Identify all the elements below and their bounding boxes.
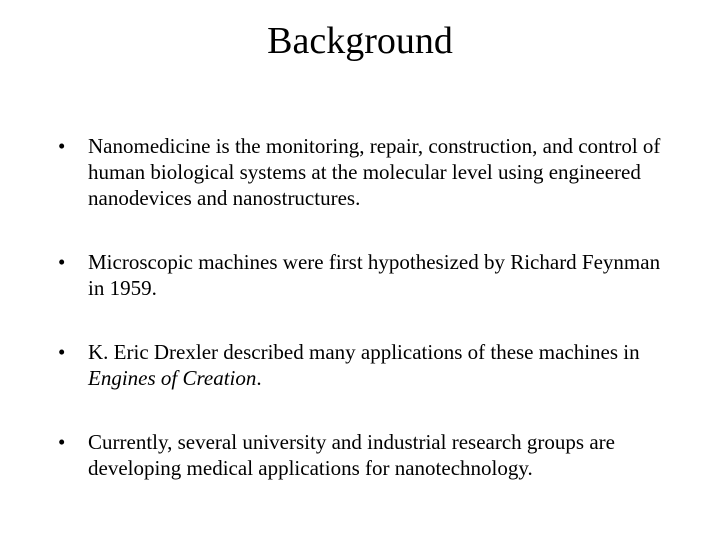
bullet-text-after: . xyxy=(256,366,262,390)
bullet-text: Nanomedicine is the monitoring, repair, construction, and control of human biological systems at the molecular level using engineered nanodevices and nanostructures. xyxy=(88,134,661,210)
bullet-item-drexler xyxy=(58,339,678,391)
bullet-text xyxy=(88,340,640,390)
bullet-item-research-groups xyxy=(58,429,678,481)
bullet-icon: • xyxy=(58,340,66,364)
bullet-text: Currently, several university and industrial research groups are developing medical applications for nanotechnology. xyxy=(88,430,615,480)
bullet-icon: • xyxy=(58,250,66,274)
slide-title: Background xyxy=(267,20,453,62)
bullet-text: Microscopic machines were first hypothesized by Richard Feynman in 1959. xyxy=(88,250,661,300)
bullet-icon: • xyxy=(58,134,66,158)
bullet-list xyxy=(58,133,678,481)
bullet-item-feynman xyxy=(58,249,678,301)
bullet-text-before: K. Eric Drexler described many applications of these machines in xyxy=(88,340,640,364)
bullet-item-nanomedicine xyxy=(58,133,678,211)
book-title: Engines of Creation xyxy=(88,366,257,390)
bullet-icon: • xyxy=(58,430,66,454)
